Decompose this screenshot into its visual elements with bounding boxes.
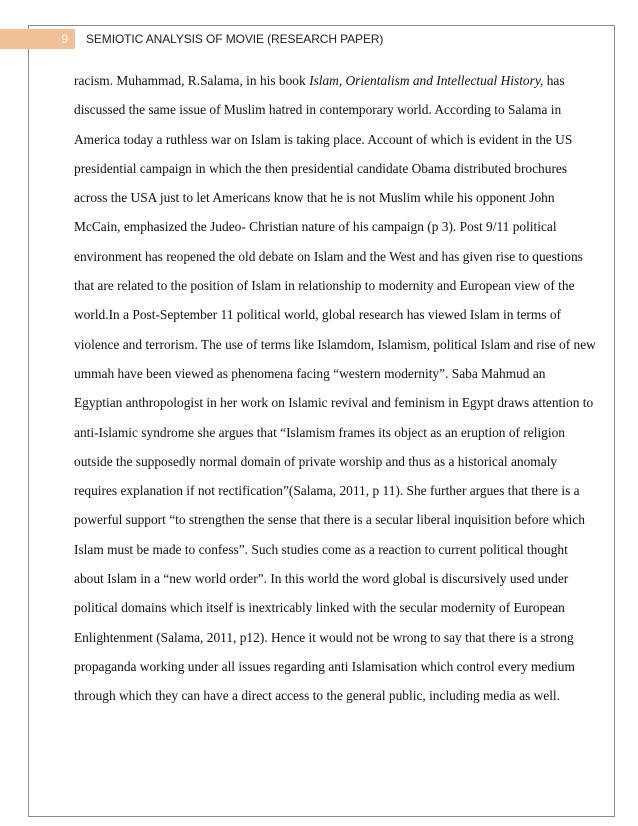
text-run: propaganda working under all issues regarding anti Islamisation which control every medium [74,658,575,674]
text-line [74,623,584,652]
page-header [0,29,638,49]
text-line [74,154,584,183]
text-run: racism. Muhammad, R.Salama, in his book [74,73,310,88]
text-line [74,564,584,593]
text-line [74,66,584,95]
text-run: world.In a Post-September 11 political world, global research has viewed Islam in terms of [74,307,562,323]
text-run: about Islam in a “new world order”. In this world the word global is discursively used under [74,571,569,587]
text-line [74,476,584,505]
text-line [74,593,584,622]
text-line [74,505,584,534]
text-line [74,330,596,359]
text-run: Enlightenment (Salama, 2011, p12). Hence it would not be wrong to say that there is a strong [74,629,574,645]
header-title: SEMIOTIC ANALYSIS OF MOVIE (RESEARCH PAPER) [86,32,384,46]
text-line [74,681,584,710]
text-line [74,212,584,241]
text-line [74,125,584,154]
text-line [74,359,584,388]
text-run: Islam must be made to confess”. Such studies come as a reaction to current political thought [74,541,568,557]
text-line [74,95,584,124]
text-run: ummah have been viewed as phenomena facing “western modernity”. Saba Mahmud an [74,365,546,381]
text-line [74,535,584,564]
text-run: discussed the same issue of Muslim hatred in contemporary world. According to Salama in [74,102,562,118]
text-run: requires explanation if not rectification”(Salama, 2011, p 11). She further argues that there is a [74,483,580,499]
text-run: powerful support “to strengthen the sense that there is a secular liberal inquisition before which [74,512,585,528]
text-line [74,271,584,300]
text-run: outside the supposedly normal domain of private worship and thus as a historical anomaly [74,453,558,469]
page-number: 9 [0,29,75,49]
text-run: that are related to the position of Islam in relationship to modernity and European view of the [74,278,575,294]
text-line [74,300,584,329]
text-line [74,388,594,417]
text-run: across the USA just to let Americans know that he is not Muslim while his opponent John [74,190,555,206]
book-title: Islam, Orientalism and Intellectual History, [309,73,544,88]
body-text [74,66,596,711]
text-run: environment has reopened the old debate on Islam and the West and has given rise to questions [74,248,583,264]
text-line [74,183,584,212]
text-line [74,418,584,447]
text-line [74,242,584,271]
text-run: through which they can have a direct access to the general public, including media as well. [74,688,560,704]
text-run: violence and terrorism. The use of terms like Islamdom, Islamism, political Islam and rise of new [74,336,596,352]
text-run: political domains which itself is inextricably linked with the secular modernity of European [74,600,565,616]
text-run: Egyptian anthropologist in her work on Islamic revival and feminism in Egypt draws attention to [74,395,594,411]
text-run: anti-Islamic syndrome she argues that “Islamism frames its object as an eruption of religion [74,424,565,440]
text-run: McCain, emphasized the Judeo- Christian nature of his campaign (p 3). Post 9/11 political [74,219,557,235]
text-run: America today a ruthless war on Islam is taking place. Account of which is evident in the US [74,131,573,147]
text-run: presidential campaign in which the then presidential candidate Obama distributed brochures [74,160,568,176]
text-line [74,447,584,476]
text-line [74,652,584,681]
text-run: has [543,73,565,88]
